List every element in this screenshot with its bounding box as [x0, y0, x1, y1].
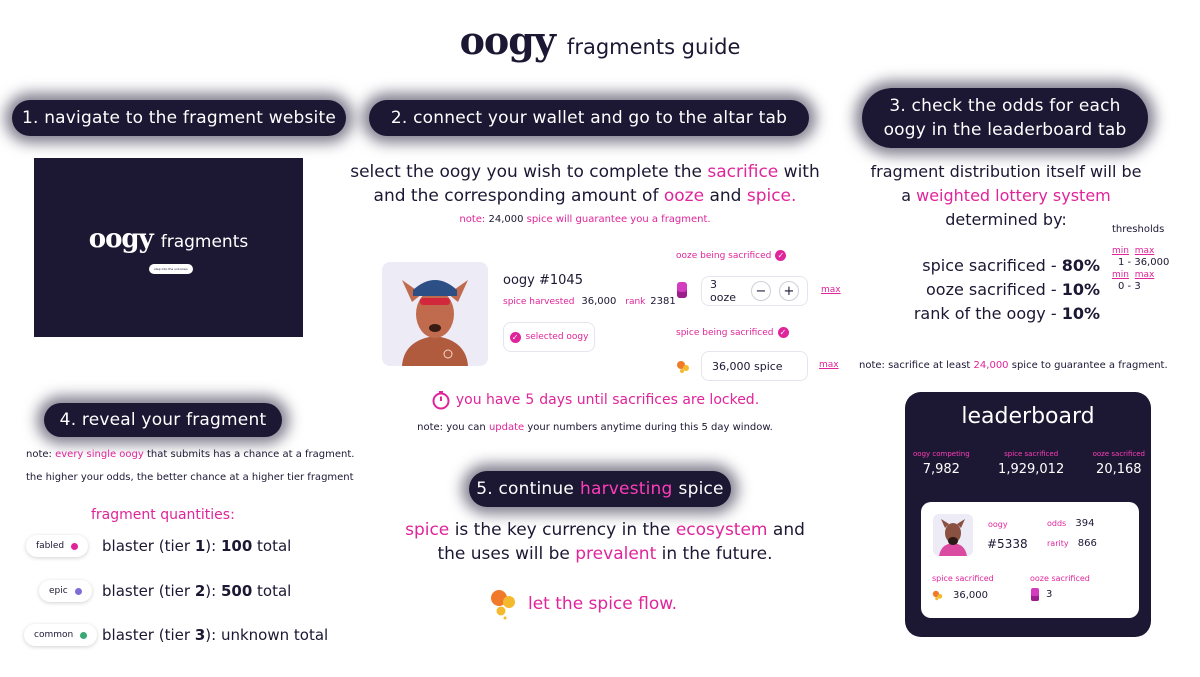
stat-spice-sacrificed: spice sacrificed 1,929,012	[998, 450, 1065, 477]
preview-brand	[34, 224, 303, 254]
fabled-dot-icon	[71, 543, 78, 550]
leaderboard-avatar	[933, 514, 973, 556]
spice-max-link[interactable]: max	[819, 360, 839, 370]
weights-list	[880, 254, 1100, 326]
step-3-heading	[862, 88, 1148, 148]
leaderboard-title: leaderboard	[961, 404, 1095, 429]
step-3-description: fragment distribution itself will be a weighted lottery system determined by:	[870, 162, 1142, 229]
tier-chip-epic: epic	[39, 580, 92, 602]
step-3-line-2: oogy in the leaderboard tab	[883, 120, 1127, 140]
leaderboard-rarity: rarity 866	[1047, 538, 1097, 549]
step-1-heading: 1. navigate to the fragment website	[12, 100, 346, 136]
ooze-vial-icon	[677, 282, 687, 298]
tier-chip-fabled: fabled	[26, 535, 88, 557]
ooze-check-icon: ✓	[775, 250, 786, 261]
step-5-heading	[469, 471, 731, 507]
leaderboard-entry-card[interactable]	[921, 502, 1139, 618]
oogy-avatar	[382, 262, 488, 366]
ooze-value: 3 ooze	[710, 278, 737, 304]
leaderboard-odds: odds 394	[1047, 518, 1095, 529]
epic-dot-icon	[75, 588, 82, 595]
common-dot-icon	[80, 632, 87, 639]
leaderboard-stats	[913, 450, 1145, 477]
ooze-label: ooze being sacrificed ✓	[676, 250, 786, 261]
ooze-vial-icon	[1031, 588, 1039, 601]
thresholds: thresholds min max 1 - 36,000 min max 0 - 3	[1112, 224, 1170, 292]
ooze-decrement-button[interactable]: −	[751, 281, 771, 301]
preview-title: fragments	[160, 232, 249, 252]
oogy-stats: spice harvested 36,000 rank 2381	[503, 296, 676, 307]
step-2-note: note: 24,000 spice will guarantee you a fragment.	[459, 214, 711, 225]
weight-ooze: ooze sacrificed - 10%	[926, 280, 1100, 299]
spice-drops-icon	[932, 590, 943, 601]
stat-oogy-competing: oogy competing 7,982	[913, 450, 970, 477]
leaderboard-spice-label: spice sacrificed	[932, 574, 994, 583]
preview-enter-button[interactable]: step into the unknown	[149, 264, 193, 274]
tier-chip-common: common	[24, 624, 97, 646]
step-2-line-1: select the oogy you wish to complete the sacrifice with	[350, 162, 820, 182]
update-note: note: you can update your numbers anytime during this 5 day window.	[417, 422, 773, 433]
weight-rank: rank of the oogy - 10%	[913, 304, 1100, 323]
spice-cluster-icon	[488, 588, 518, 620]
spice-flow-text: let the spice flow.	[528, 594, 677, 614]
selected-oogy-button[interactable]: ✓ selected oogy	[503, 322, 595, 352]
weight-spice: spice sacrificed - 80%	[922, 256, 1100, 275]
stat-ooze-sacrificed: ooze sacrificed 20,168	[1092, 450, 1145, 477]
step-4-heading: 4. reveal your fragment	[44, 403, 282, 437]
ooze-stepper[interactable]	[701, 276, 808, 306]
oogy-portrait-icon	[382, 262, 488, 366]
step-2-line-2: and the corresponding amount of ooze and spice.	[373, 186, 797, 206]
spice-label: spice being sacrificed ✓	[676, 327, 789, 338]
spice-flow-line	[488, 588, 677, 620]
leaderboard-spice-row: 36,000	[932, 590, 988, 601]
leaderboard-ooze-row: 3	[1031, 588, 1052, 601]
leaderboard-ooze-label: ooze sacrificed	[1030, 574, 1090, 583]
ooze-increment-button[interactable]: +	[779, 281, 799, 301]
leaderboard-oogy-value: #5338	[987, 537, 1028, 551]
step-5-highlight: harvesting	[580, 479, 673, 499]
step-5-suffix: spice	[678, 479, 724, 499]
oogy-avatar-icon	[933, 514, 973, 556]
oogy-name: oogy #1045	[503, 273, 583, 288]
website-preview[interactable]	[34, 158, 303, 337]
spice-input[interactable]	[701, 351, 808, 381]
step-5-description: spice is the key currency in the ecosystem and the uses will be prevalent in the future.	[405, 520, 805, 564]
oogy-logo: oogy	[459, 18, 555, 63]
leaderboard-oogy-label: oogy	[988, 520, 1008, 529]
spice-drops-icon	[676, 359, 690, 373]
spice-value: 36,000 spice	[712, 359, 783, 373]
quantities-title: fragment quantities:	[91, 507, 235, 523]
check-icon: ✓	[510, 332, 521, 343]
step-3-line-1: 3. check the odds for each	[889, 96, 1121, 116]
step-2-heading: 2. connect your wallet and go to the altar tab	[369, 100, 809, 136]
tier-1-line: blaster (tier 1): 100 total	[102, 537, 292, 555]
step-3-note: note: sacrifice at least 24,000 spice to guarantee a fragment.	[859, 360, 1168, 371]
timer-line: you have 5 days until sacrifices are locked.	[330, 390, 860, 410]
step-4-note: note: every single oogy that submits has a chance at a fragment.	[26, 449, 355, 460]
page-title: fragments guide	[566, 35, 741, 59]
tier-3-line: blaster (tier 3): unknown total	[102, 626, 329, 644]
spice-check-icon: ✓	[778, 327, 789, 338]
step-5-prefix: 5. continue	[476, 479, 575, 499]
step-2-instructions	[330, 160, 840, 208]
tier-2-line: blaster (tier 2): 500 total	[102, 582, 292, 600]
step-4-odds-note: the higher your odds, the better chance at a higher tier fragment	[26, 472, 354, 483]
stopwatch-icon	[431, 390, 451, 410]
header	[0, 18, 1200, 68]
preview-logo: oogy	[88, 224, 153, 254]
leaderboard-panel	[905, 392, 1151, 637]
ooze-max-link[interactable]: max	[821, 285, 841, 295]
